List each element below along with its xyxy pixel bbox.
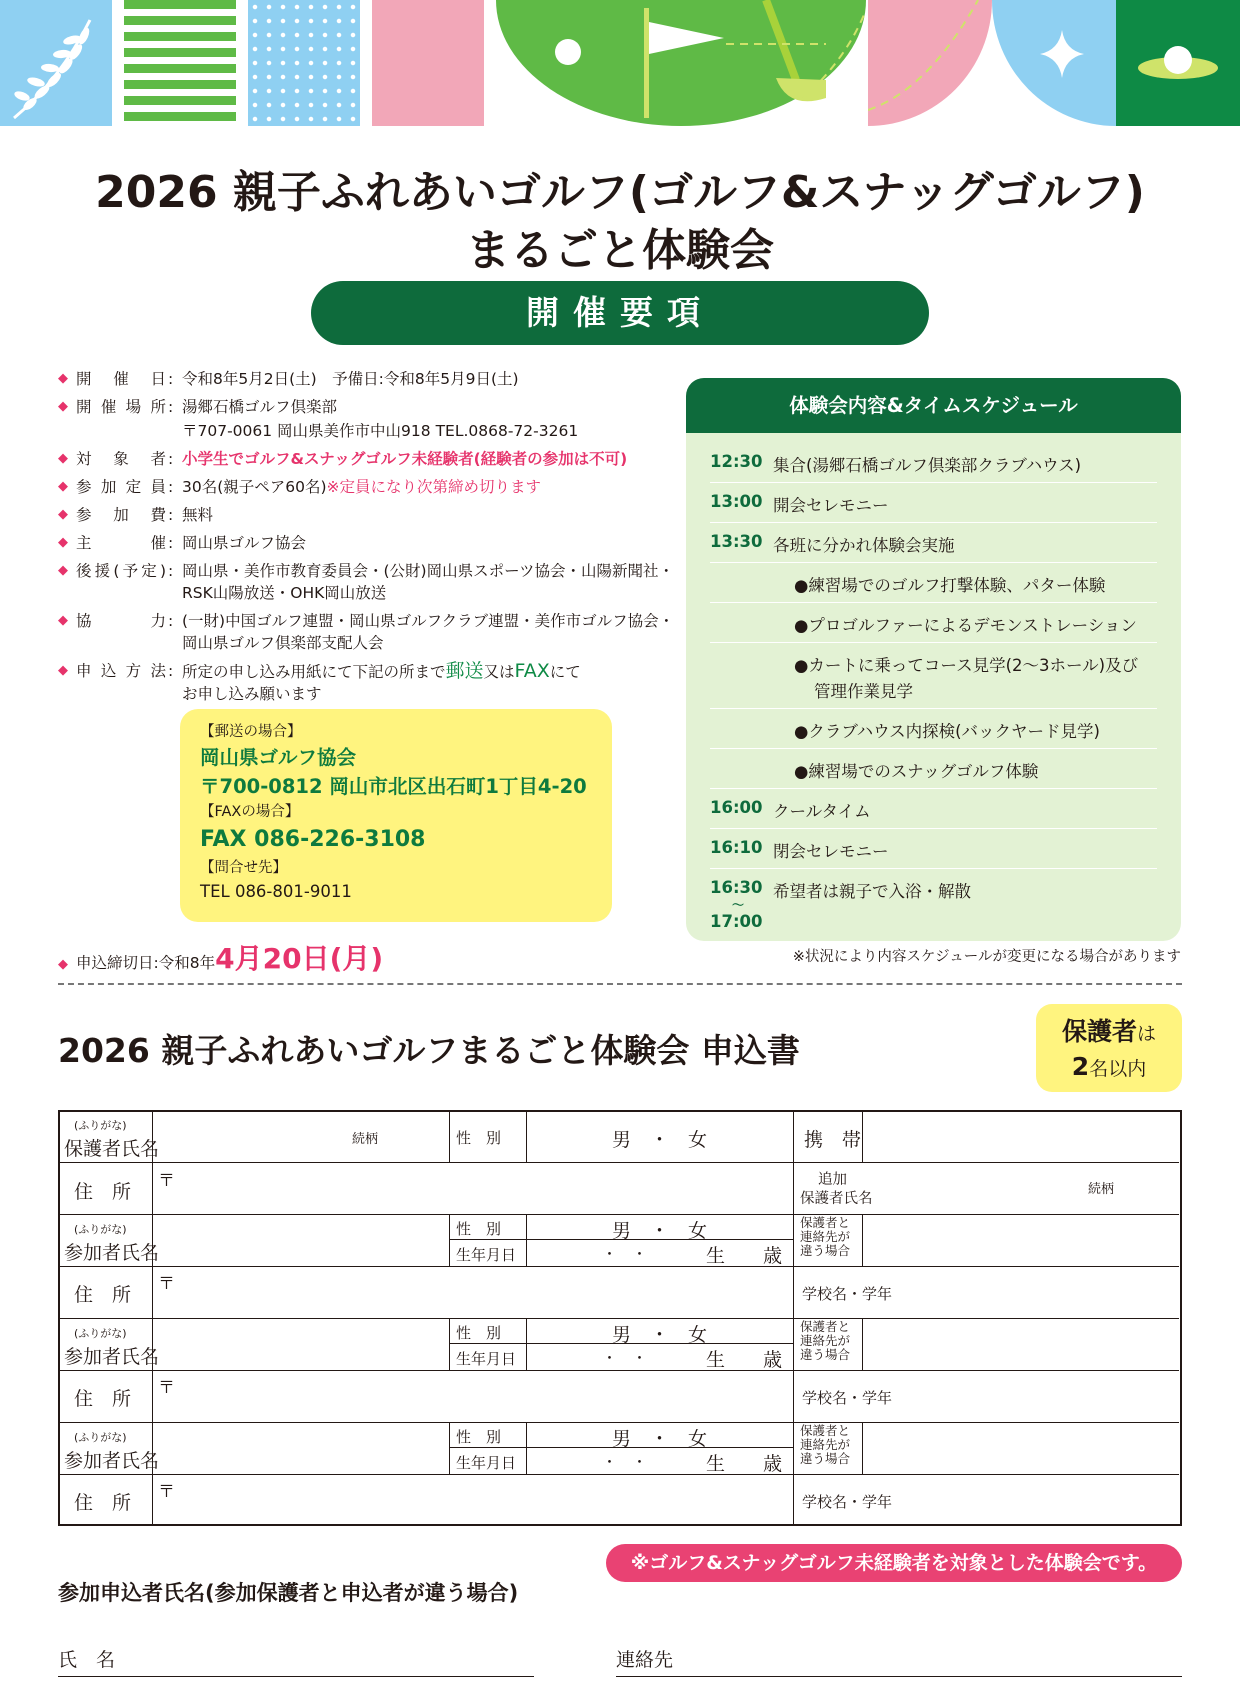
diff-contact-line: 保護者と [800,1319,851,1334]
info-row-target: ◆ 対象者 : 小学生でゴルフ&スナッグゴルフ未経験者(経験者の参加は不可) [58,448,678,470]
schedule-bullet-text: ●練習場でのスナッグゴルフ体験 [794,762,1039,781]
schedule-tilde-mark: 〜 [732,898,745,912]
info-row-method: ◆ 申込方法 : 所定の申し込み用紙にて下記の所まで郵送又はFAXにて [58,660,581,682]
flag-pole-icon [644,8,649,118]
info-row-venue-address [58,420,678,442]
info-label: 協力 [76,612,166,630]
info-value: 令和8年5月2日(土) 予備日:令和8年5月9日(土) [182,370,519,388]
schedule-time: 12:30 [710,452,763,471]
info-value: 小学生でゴルフ&スナッグゴルフ未経験者(経験者の参加は不可) [182,450,628,468]
application-form-table [58,1110,1182,1526]
banner-tile-pink [372,0,484,126]
diamond-icon: ◆ [58,663,68,678]
badge-rest: 名以内 [1089,1058,1147,1080]
diff-contact-label [800,1216,850,1258]
banner-tile-pink-arc [868,0,992,126]
gender-options[interactable]: 男 ・ 女 [612,1428,708,1450]
diamond-icon: ◆ [58,563,68,578]
contact-tel: TEL 086-801-9011 [200,882,352,901]
schedule-time: 16:00 [710,798,763,817]
info-label: 後援(予定) [76,562,166,580]
schedule-time: 13:30 [710,532,763,551]
schedule-desc: 閉会セレモニー [773,842,889,861]
banner-tile-laurel [0,0,112,126]
diff-contact-line: 違う場合 [800,1243,851,1258]
participant-name-label: 参加者氏名 [64,1242,160,1264]
cut-line [58,983,1182,985]
applicant-heading: 参加申込者氏名(参加保護者と申込者が違う場合) [58,1581,519,1605]
contact-inquiry-heading: 【問合せ先】 [200,860,287,876]
schedule-bullet-text: 管理作業見学 [814,682,913,701]
form-title: 2026 親子ふれあいゴルフまるごと体験会 申込書 [58,1031,800,1070]
schedule-bullet-text: ●クラブハウス内探検(バックヤード見学) [794,722,1100,741]
schedule-note: ※状況により内容スケジュールが変更になる場合があります [792,949,1181,965]
diamond-icon: ◆ [58,535,68,550]
gender-label: 性 別 [456,1220,502,1238]
guardian-name-label: 保護者氏名 [64,1138,160,1160]
info-value: (一財)中国ゴルフ連盟・岡山県ゴルフクラブ連盟・美作市ゴルフ協会・ [182,612,675,630]
info-value: 岡山県ゴルフ倶楽部支配人会 [182,634,384,652]
schedule-desc: 希望者は親子で入浴・解散 [773,882,971,901]
address-label: 住 所 [74,1181,132,1203]
age-unit: 生 歳 [706,1453,783,1475]
diff-contact-line: 保護者と [800,1423,851,1438]
section-header-guidelines: 開催要項 [311,281,929,345]
diff-contact-line: 連絡先が [800,1437,851,1452]
birthdate-label: 生年月日 [456,1454,517,1472]
diff-contact-line: 保護者と [800,1215,851,1230]
info-label: 開催日 [76,370,166,388]
info-value: RSK山陽放送・OHK岡山放送 [182,584,387,602]
schedule-title: 体験会内容&タイムスケジュール [686,378,1181,433]
deadline-date: 4月20日(月) [215,942,384,975]
schedule-desc: クールタイム [773,802,871,821]
diamond-icon: ◆ [58,957,68,972]
add-guardian-label-1: 追加 [818,1172,847,1188]
banner-tile-hole [1116,0,1240,126]
info-row-host: ◆ 主催 : 岡山県ゴルフ協会 [58,532,678,554]
gender-label: 性 別 [456,1129,502,1147]
info-row-support: ◆ 後援(予定) : 岡山県・美作市教育委員会・(公財)岡山県スポーツ協会・山陽新聞社・ [58,560,678,582]
applicant-name-line[interactable] [58,1676,534,1677]
furigana-label: (ふりがな) [74,1327,127,1340]
mobile-label: 携 帯 [804,1129,862,1151]
gender-label: 性 別 [456,1324,502,1342]
info-label: 申込方法 [76,662,166,680]
gender-options[interactable]: 男 ・ 女 [612,1324,708,1346]
info-label: 参加費 [76,506,166,524]
schedule-desc: 集合(湯郷石橋ゴルフ倶楽部クラブハウス) [773,456,1082,475]
contact-address: 〒700-0812 岡山市北区出石町1丁目4-20 [200,775,587,798]
info-row-date: ◆ 開催日 : 令和8年5月2日(土) 予備日:令和8年5月9日(土) [58,368,678,390]
schedule-desc: 各班に分かれ体験会実施 [773,536,955,555]
furigana-label: (ふりがな) [74,1119,127,1132]
info-value: 湯郷石橋ゴルフ倶楽部 [182,398,338,416]
schedule-bullet-text: ●プロゴルファーによるデモンストレーション [794,616,1137,635]
page-title-line1: 2026 親子ふれあいゴルフ(ゴルフ&スナッグゴルフ) [95,167,1145,218]
contact-fax-heading: 【FAXの場合】 [200,804,300,820]
method-fax: FAX [514,660,550,682]
diamond-icon: ◆ [58,479,68,494]
info-value: 岡山県ゴルフ協会 [182,534,307,552]
address-label: 住 所 [74,1388,132,1410]
contact-org: 岡山県ゴルフ協会 [200,746,357,769]
mobile-field[interactable] [864,1112,1179,1162]
info-row-method-2 [58,683,678,705]
schedule-time: 13:00 [710,492,763,511]
info-row-support-2 [58,582,678,604]
info-label: 対象者 [76,450,166,468]
applicant-contact-line[interactable] [616,1676,1182,1677]
schedule-desc: 開会セレモニー [773,496,889,515]
banner-golf-green [496,0,866,126]
header-banner [0,0,1240,126]
furigana-label: (ふりがな) [74,1431,127,1444]
address-label: 住 所 [74,1284,132,1306]
diff-contact-label [800,1320,850,1362]
info-row-coop: ◆ 協力 : (一財)中国ゴルフ連盟・岡山県ゴルフクラブ連盟・美作市ゴルフ協会・ [58,610,678,632]
participant-name-label: 参加者氏名 [64,1450,160,1472]
laurel-icon [0,0,112,126]
gender-options[interactable]: 男 ・ 女 [612,1129,708,1151]
capacity-note: ※定員になり次第締め切ります [326,478,542,496]
info-value: 30名(親子ペア60名) [182,478,327,496]
info-value: 岡山県・美作市教育委員会・(公財)岡山県スポーツ協会・山陽新聞社・ [182,562,674,580]
birthdate-label: 生年月日 [456,1350,517,1368]
relation-label: 続柄 [1088,1182,1115,1197]
badge-key: 保護者 [1061,1017,1137,1046]
schedule-time: 17:00 [710,912,763,931]
contact-mail-heading: 【郵送の場合】 [200,724,302,740]
address-label: 住 所 [74,1492,132,1514]
contact-box [180,709,612,922]
info-row-coop-2 [58,632,678,654]
method-mail: 郵送 [445,660,484,682]
participant-name-label: 参加者氏名 [64,1346,160,1368]
birthdate-dots: ・ ・ [602,1245,648,1263]
banner-tile-dots [248,0,360,126]
add-guardian-label-2: 保護者氏名 [800,1191,873,1207]
info-row-capacity: ◆ 参加定員 : 30名(親子ペア60名)※定員になり次第締め切ります [58,478,542,496]
deadline: ◆ 申込締切日 : 令和8年 4月20日(月) [58,937,383,977]
info-value: 又は [483,663,515,681]
deadline-prefix: 令和8年 [158,954,216,972]
info-value: お申し込み願います [182,685,322,703]
badge-number: 2 [1071,1052,1090,1081]
guardian-limit-badge [1036,1004,1182,1092]
diamond-icon: ◆ [58,451,68,466]
age-unit: 生 歳 [706,1349,783,1371]
postal-mark: 〒 [158,1274,175,1294]
schedule-time: 16:10 [710,838,763,857]
diff-contact-line: 連絡先が [800,1229,851,1244]
birthdate-label: 生年月日 [456,1246,517,1264]
schedule-box [686,378,1181,941]
schedule-bullet-text: ●カートに乗ってコース見学(2〜3ホール)及び [794,656,1139,675]
info-label: 開催場所 [76,398,166,416]
applicant-contact-label: 連絡先 [616,1649,674,1671]
birthdate-dots: ・ ・ [602,1453,648,1471]
school-label: 学校名・学年 [802,1389,893,1407]
postal-mark: 〒 [158,1171,175,1191]
badge-particle: は [1137,1023,1157,1045]
diff-contact-line: 違う場合 [800,1451,851,1466]
guardian-address-field[interactable] [153,1163,793,1214]
age-unit: 生 歳 [706,1245,783,1267]
postal-mark: 〒 [158,1482,175,1502]
diff-contact-label [800,1424,850,1466]
school-label: 学校名・学年 [802,1285,893,1303]
birthdate-dots: ・ ・ [602,1349,648,1367]
gender-label: 性 別 [456,1428,502,1446]
info-label: 参加定員 [76,478,166,496]
deadline-label: 申込締切日 [76,954,154,972]
info-value: 〒707-0061 岡山県美作市中山918 TEL.0868-72-3261 [182,422,579,440]
info-value: 無料 [182,506,214,524]
diff-contact-line: 連絡先が [800,1333,851,1348]
page-title-line2: まるごと体験会 [466,225,774,276]
guardian-name-field[interactable] [153,1112,449,1162]
diamond-icon: ◆ [58,613,68,628]
event-info-list [58,368,678,711]
schedule-bullet-text: ●練習場でのゴルフ打撃体験、パター体験 [794,576,1106,595]
school-label: 学校名・学年 [802,1493,893,1511]
diamond-icon: ◆ [58,371,68,386]
info-value: にて [549,663,581,681]
diamond-icon: ◆ [58,399,68,414]
golf-ball-in-cup-icon [1164,46,1192,74]
applicant-name-label: 氏 名 [58,1649,116,1671]
diff-contact-line: 違う場合 [800,1347,851,1362]
schedule-time: 16:30 [710,878,763,897]
contact-fax: FAX 086-226-3108 [200,827,426,852]
banner-tile-sparkle [992,0,1116,126]
diamond-icon: ◆ [58,507,68,522]
banner-tile-stripes [124,0,236,126]
postal-mark: 〒 [158,1378,175,1398]
gender-options[interactable]: 男 ・ 女 [612,1220,708,1242]
notice-pill: ※ゴルフ&スナッグゴルフ未経験者を対象とした体験会です。 [606,1544,1182,1582]
relation-label: 続柄 [352,1132,379,1147]
info-value: 所定の申し込み用紙にて下記の所まで [182,663,446,681]
info-row-venue: ◆ 開催場所 : 湯郷石橋ゴルフ倶楽部 [58,396,678,418]
golf-ball-icon [555,39,581,65]
furigana-label: (ふりがな) [74,1223,127,1236]
info-row-fee: ◆ 参加費 : 無料 [58,504,678,526]
info-label: 主催 [76,534,166,552]
